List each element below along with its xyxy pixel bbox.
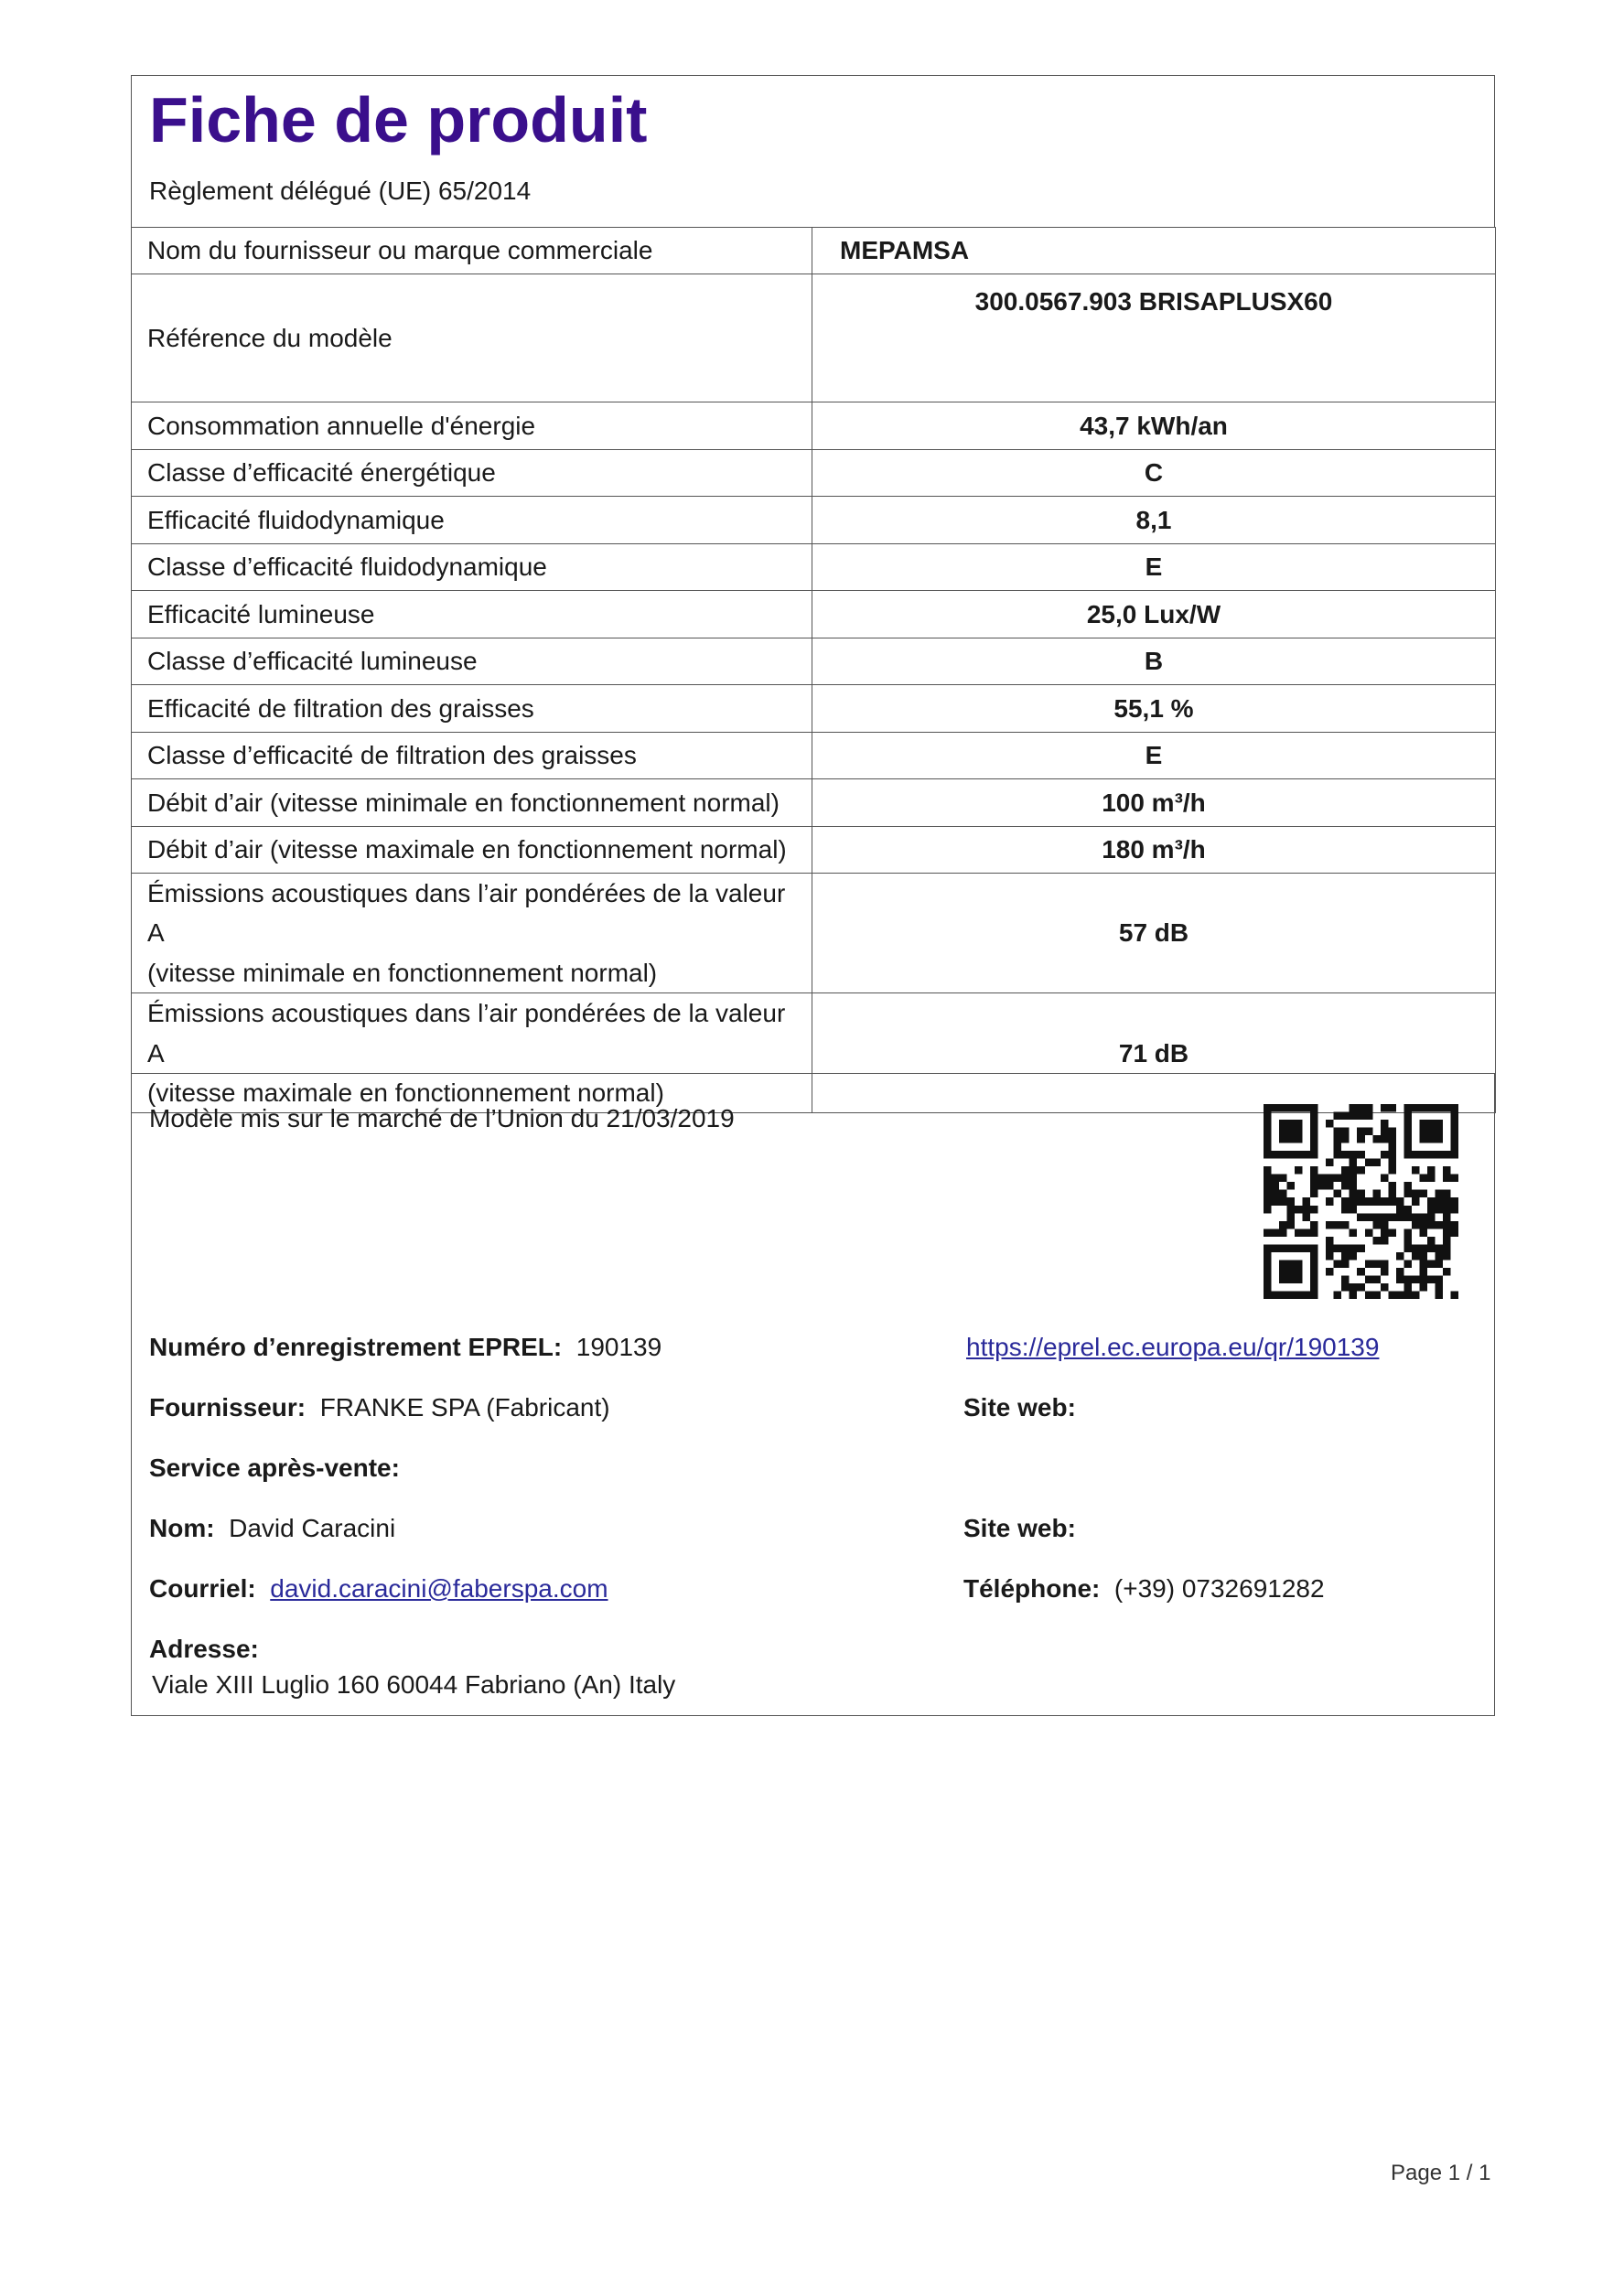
spec-label: [132, 874, 812, 993]
spec-label: Débit d’air (vitesse maximale en fonctionnement normal): [132, 827, 812, 874]
table-row: [132, 827, 1496, 874]
email-link[interactable]: david.caracini@faberspa.com: [270, 1574, 608, 1603]
website-label: Site web:: [963, 1393, 1076, 1422]
table-row: [132, 402, 1496, 450]
spec-value: MEPAMSA: [812, 228, 1496, 274]
spec-value: E: [812, 544, 1496, 591]
website-label: Site web:: [963, 1514, 1076, 1542]
table-row: [132, 874, 1496, 993]
name-row: [149, 1514, 395, 1543]
spec-label: Consommation annuelle d'énergie: [132, 402, 812, 450]
spec-value: 25,0 Lux/W: [812, 591, 1496, 638]
regulation-text: Règlement délégué (UE) 65/2014: [149, 177, 532, 205]
name-value: David Caracini: [229, 1514, 396, 1542]
address-value: Viale XIII Luglio 160 60044 Fabriano (An) Italy: [152, 1670, 676, 1699]
eprel-row: [149, 1333, 661, 1362]
phone-row: [963, 1574, 1325, 1604]
spec-label: Efficacité fluidodynamique: [132, 497, 812, 544]
supplier-value: FRANKE SPA (Fabricant): [319, 1393, 610, 1422]
table-row: [132, 228, 1496, 274]
info-box: [131, 1073, 1495, 1716]
spec-label-line: (vitesse minimale en fonctionnement normal): [147, 958, 658, 987]
spec-label: Efficacité de filtration des graisses: [132, 685, 812, 733]
page-title: Fiche de produit: [149, 84, 648, 156]
page-number: Page 1 / 1: [1391, 2161, 1491, 2185]
spec-value: 180 m³/h: [812, 827, 1496, 874]
spec-value: 71 dB: [812, 993, 1496, 1113]
table-row: [132, 544, 1496, 591]
spec-label: Nom du fournisseur ou marque commerciale: [132, 228, 812, 274]
spec-label: Référence du modèle: [132, 274, 812, 402]
phone-value: (+39) 0732691282: [1113, 1574, 1325, 1603]
table-row: [132, 497, 1496, 544]
table-row: [132, 685, 1496, 733]
spec-label: Classe d’efficacité de filtration des graisses: [132, 733, 812, 779]
product-spec-table: [131, 227, 1496, 1113]
spec-value: 100 m³/h: [812, 779, 1496, 827]
table-row: [132, 779, 1496, 827]
name-label: Nom:: [149, 1514, 215, 1542]
spec-label: Efficacité lumineuse: [132, 591, 812, 638]
after-sales-label: Service après-vente:: [149, 1454, 400, 1482]
table-row: [132, 591, 1496, 638]
market-date: Modèle mis sur le marché de l’Union du 21/03/2019: [149, 1104, 735, 1132]
spec-value: 43,7 kWh/an: [812, 402, 1496, 450]
eprel-label: Numéro d’enregistrement EPREL:: [149, 1333, 563, 1361]
address-label: Adresse:: [149, 1635, 259, 1663]
spec-value: 8,1: [812, 497, 1496, 544]
spec-value: 300.0567.903 BRISAPLUSX60: [812, 274, 1496, 402]
table-row: [132, 274, 1496, 402]
spec-label: Classe d’efficacité énergétique: [132, 450, 812, 497]
spec-label: Classe d’efficacité fluidodynamique: [132, 544, 812, 591]
spec-value: C: [812, 450, 1496, 497]
email-label: Courriel:: [149, 1574, 256, 1603]
spec-label-line: Émissions acoustiques dans l’air pondérées de la valeur A: [147, 999, 786, 1068]
qr-code-icon[interactable]: [1264, 1104, 1458, 1299]
spec-label: Débit d’air (vitesse minimale en fonctionnement normal): [132, 779, 812, 827]
table-row: [132, 638, 1496, 685]
spec-label-line: Émissions acoustiques dans l’air pondérées de la valeur A: [147, 879, 786, 948]
eprel-number: 190139: [575, 1333, 662, 1361]
spec-label: Classe d’efficacité lumineuse: [132, 638, 812, 685]
supplier-row: [149, 1393, 610, 1422]
spec-value: 57 dB: [812, 874, 1496, 993]
spec-label-line: (vitesse maximale en fonctionnement normal): [147, 1078, 664, 1107]
spec-value: 55,1 %: [812, 685, 1496, 733]
header-box: [131, 75, 1495, 228]
phone-label: Téléphone:: [963, 1574, 1101, 1603]
table-row: [132, 450, 1496, 497]
eprel-link[interactable]: https://eprel.ec.europa.eu/qr/190139: [966, 1333, 1380, 1361]
spec-value: B: [812, 638, 1496, 685]
spec-value: E: [812, 733, 1496, 779]
email-row: [149, 1574, 608, 1604]
table-row: [132, 733, 1496, 779]
supplier-label: Fournisseur:: [149, 1393, 307, 1422]
